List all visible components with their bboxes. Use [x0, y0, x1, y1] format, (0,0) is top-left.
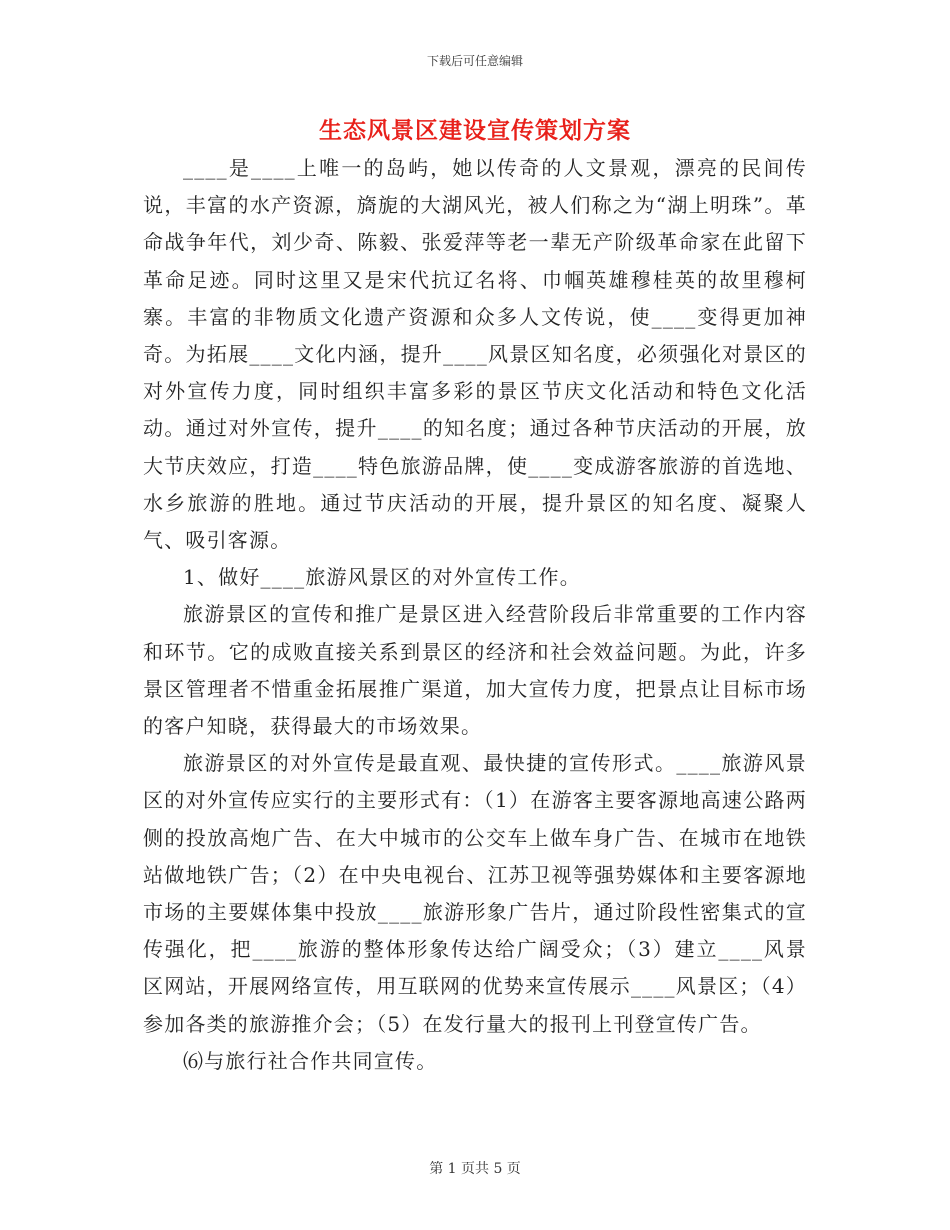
paragraph-travel-agency: ⑹与旅行社合作共同宣传。 [183, 1048, 438, 1073]
page-footer-number: 第 1 页共 5 页 [429, 1161, 521, 1177]
document-body [143, 150, 807, 1080]
document-title: 生态风景区建设宣传策划方案 [319, 117, 631, 144]
paragraph-promotion-forms: 旅游景区的对外宣传是最直观、最快捷的宣传形式。____旅游风景区的对外宣传应实行的主要形式有：（1）在游客主要客源地高速公路两侧的投放高炮广告、在大中城市的公交车上做车身广告、在城市在地铁站做地铁广告；（2）在中央电视台、江苏卫视等强势媒体和主要客源地市场的主要媒体集中投放____旅游形象广告片，通过阶段性密集式的宣传强化，把____旅游的整体形象传达给广阔受众；（3）建立____风景区网站，开展网络宣传，用互联网的优势来宣传展示____风景区；（4）参加各类的旅游推介会；（5）在发行量大的报刊上刊登宣传广告。 [143, 751, 807, 1036]
page-header-note: 下载后可任意编辑 [426, 54, 523, 68]
paragraph-promotion-importance: 旅游景区的宣传和推广是景区进入经营阶段后非常重要的工作内容和环节。它的成败直接关系到景区的经济和社会效益问题。为此，许多景区管理者不惜重金拓展推广渠道，加大宣传力度，把景点让目标市场的客户知晓，获得最大的市场效果。 [143, 602, 807, 739]
paragraph-intro: ____是____上唯一的岛屿，她以传奇的人文景观，漂亮的民间传说，丰富的水产资源，旖旎的大湖风光，被人们称之为“湖上明珠”。革命战争年代，刘少奇、陈毅、张爱萍等老一辈无产阶级革命家在此留下革命足迹。同时这里又是宋代抗辽名将、巾帼英雄穆桂英的故里穆柯寨。丰富的非物质文化遗产资源和众多人文传说，使____变得更加神奇。为拓展____文化内涵，提升____风景区知名度，必须强化对景区的对外宣传力度，同时组织丰富多彩的景区节庆文化活动和特色文化活动。通过对外宣传，提升____的知名度；通过各种节庆活动的开展，放大节庆效应，打造____特色旅游品牌，使____变成游客旅游的首选地、水乡旅游的胜地。通过节庆活动的开展，提升景区的知名度、凝聚人气、吸引客源。 [143, 156, 807, 553]
paragraph-section-heading: 1、做好____旅游风景区的对外宣传工作。 [183, 565, 581, 590]
